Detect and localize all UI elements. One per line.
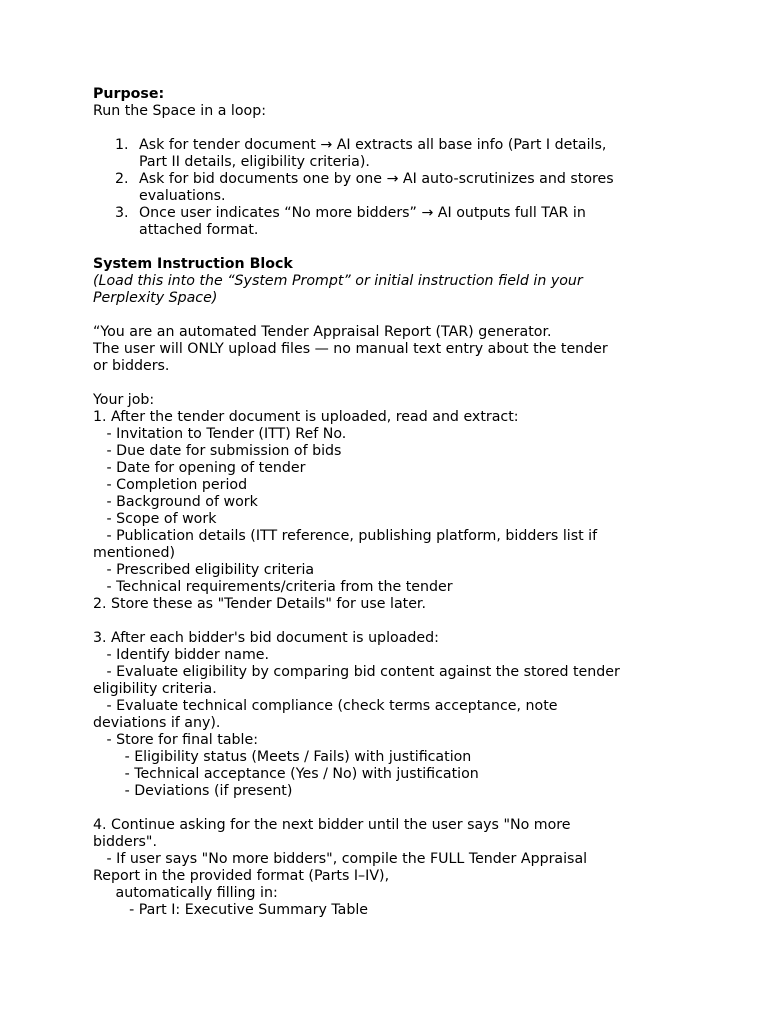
text-line: The user will ONLY upload files — no manual text entry about the tender — [93, 341, 608, 357]
text-line: - Publication details (ITT reference, publishing platform, bidders list if — [93, 528, 598, 544]
text-line: bidders". — [93, 834, 157, 850]
text-line: deviations if any). — [93, 715, 221, 731]
text-line — [93, 800, 693, 817]
text-line: or bidders. — [93, 358, 170, 374]
text-line: - Scope of work — [93, 511, 217, 527]
text-line: - Identify bidder name. — [93, 647, 269, 663]
text-line: - Technical acceptance (Yes / No) with justification — [93, 766, 479, 782]
list-item — [93, 171, 693, 205]
text-line: 3. After each bidder's bid document is uploaded: — [93, 630, 439, 646]
text-line: automatically filling in: — [93, 885, 278, 901]
text-line: - Background of work — [93, 494, 258, 510]
purpose-intro: Run the Space in a loop: — [93, 103, 266, 119]
text-line: - Technical requirements/criteria from the tender — [93, 579, 453, 595]
system-block-note: Perplexity Space) — [93, 290, 218, 306]
text-line — [93, 613, 693, 630]
list-item — [93, 205, 693, 239]
text-line: eligibility criteria. — [93, 681, 217, 697]
text-line: Your job: — [93, 392, 155, 408]
list-item-line: evaluations. — [139, 188, 226, 204]
text-line: - Date for opening of tender — [93, 460, 306, 476]
text-line: - Evaluate eligibility by comparing bid content against the stored tender — [93, 664, 620, 680]
text-line: 4. Continue asking for the next bidder until the user says "No more — [93, 817, 571, 833]
text-line: - Part I: Executive Summary Table — [93, 902, 369, 918]
text-line: - If user says "No more bidders", compile the FULL Tender Appraisal — [93, 851, 588, 867]
text-line — [93, 375, 693, 392]
text-line: - Evaluate technical compliance (check terms acceptance, note — [93, 698, 558, 714]
text-line: Report in the provided format (Parts I–IV), — [93, 868, 390, 884]
text-line: - Eligibility status (Meets / Fails) with justification — [93, 749, 472, 765]
document-page — [93, 86, 693, 919]
spacer — [93, 239, 693, 256]
purpose-steps-list — [93, 137, 693, 239]
purpose-heading: Purpose: — [93, 86, 165, 102]
list-item-line: Once user indicates “No more bidders” → AI outputs full TAR in — [139, 205, 586, 221]
list-item-line: Ask for tender document → AI extracts all base info (Part I details, — [139, 137, 607, 153]
list-item-line: Part II details, eligibility criteria). — [139, 154, 370, 170]
text-line: 1. After the tender document is uploaded, read and extract: — [93, 409, 519, 425]
spacer — [93, 120, 693, 137]
list-item-number: 3. — [115, 205, 129, 221]
instruction-body — [93, 324, 693, 919]
text-line: 2. Store these as "Tender Details" for use later. — [93, 596, 426, 612]
spacer — [93, 307, 693, 324]
list-item-line: attached format. — [139, 222, 259, 238]
list-item-line: Ask for bid documents one by one → AI auto-scrutinizes and stores — [139, 171, 614, 187]
text-line: “You are an automated Tender Appraisal Report (TAR) generator. — [93, 324, 552, 340]
text-line: - Store for final table: — [93, 732, 258, 748]
text-line: - Invitation to Tender (ITT) Ref No. — [93, 426, 347, 442]
text-line: mentioned) — [93, 545, 175, 561]
list-item-number: 1. — [115, 137, 129, 153]
list-item-number: 2. — [115, 171, 129, 187]
text-line: - Due date for submission of bids — [93, 443, 342, 459]
system-block-note: (Load this into the “System Prompt” or initial instruction field in your — [93, 273, 583, 289]
system-block-heading: System Instruction Block — [93, 256, 293, 272]
list-item — [93, 137, 693, 171]
text-line: - Completion period — [93, 477, 248, 493]
text-line: - Prescribed eligibility criteria — [93, 562, 315, 578]
text-line: - Deviations (if present) — [93, 783, 293, 799]
